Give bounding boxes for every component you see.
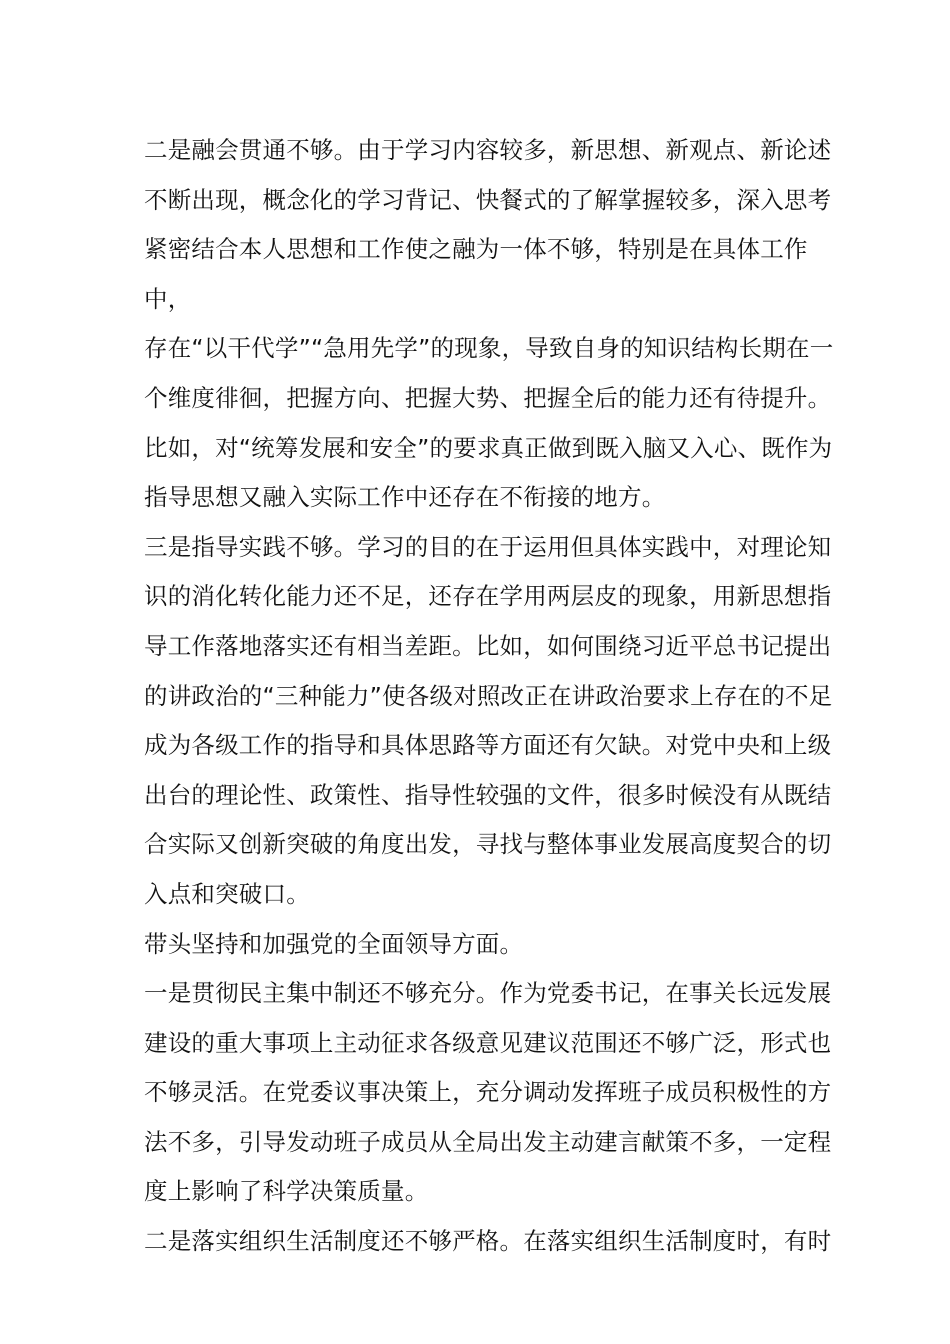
text-line: 二是落实组织生活制度还不够严格。在落实组织生活制度时，有时 xyxy=(144,1227,832,1256)
text-line: 紧密结合本人思想和工作使之融为一体不够，特别是在具体工作中， xyxy=(144,235,808,313)
text-line: 导工作落地落实还有相当差距。比如，如何围绕习近平总书记提出 xyxy=(144,631,832,660)
text-line: 不断出现，概念化的学习背记、快餐式的了解掌握较多，深入思考 xyxy=(144,185,832,214)
text-line: 不够灵活。在党委议事决策上，充分调动发挥班子成员积极性的方 xyxy=(144,1078,832,1107)
text-line: 建设的重大事项上主动征求各级意见建议范围还不够广泛，形式也 xyxy=(144,1028,832,1057)
paragraph-organization-life xyxy=(144,1217,834,1267)
text-line: 带头坚持和加强党的全面领导方面。 xyxy=(144,929,524,958)
paragraph-integration xyxy=(144,126,834,523)
paragraph-practice xyxy=(144,523,834,920)
text-line: 入点和突破口。 xyxy=(144,879,310,908)
text-line: 度上影响了科学决策质量。 xyxy=(144,1177,429,1206)
text-line: 存在“以干代学”“急用先学”的现象，导致自身的知识结构长期在一 xyxy=(144,334,834,363)
text-line: 识的消化转化能力还不足，还存在学用两层皮的现象，用新思想指 xyxy=(144,582,832,611)
text-line: 比如，对“统筹发展和安全”的要求真正做到既入脑又入心、既作为 xyxy=(144,433,833,462)
text-line: 合实际又创新突破的角度出发，寻找与整体事业发展高度契合的切 xyxy=(144,830,832,859)
section-heading xyxy=(144,920,834,970)
text-line: 三是指导实践不够。学习的目的在于运用但具体实践中，对理论知 xyxy=(144,532,832,561)
document-body xyxy=(144,126,834,1267)
text-line: 出台的理论性、政策性、指导性较强的文件，很多时候没有从既结 xyxy=(144,780,832,809)
text-line: 一是贯彻民主集中制还不够充分。作为党委书记，在事关长远发展 xyxy=(144,979,832,1008)
paragraph-democratic-centralism xyxy=(144,969,834,1217)
text-line: 指导思想又融入实际工作中还存在不衔接的地方。 xyxy=(144,483,666,512)
text-line: 二是融会贯通不够。由于学习内容较多，新思想、新观点、新论述 xyxy=(144,136,832,164)
text-line: 法不多，引导发动班子成员从全局出发主动建言献策不多，一定程 xyxy=(144,1127,832,1156)
text-line: 成为各级工作的指导和具体思路等方面还有欠缺。对党中央和上级 xyxy=(144,731,832,760)
text-line: 个维度徘徊，把握方向、把握大势、把握全后的能力还有待提升。 xyxy=(144,383,832,412)
text-line: 的讲政治的“三种能力”使各级对照改正在讲政治要求上存在的不足 xyxy=(144,681,833,710)
